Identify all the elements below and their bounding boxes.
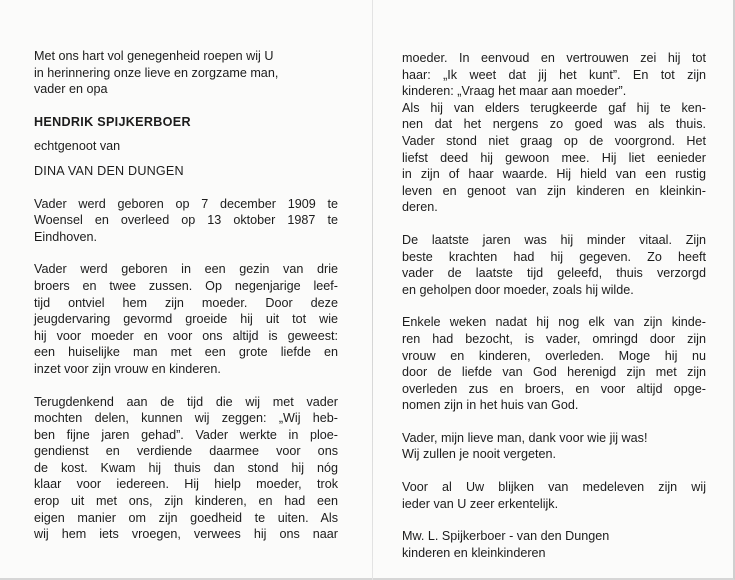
last-years-paragraph [402, 232, 706, 298]
text-line: haar: „Ik weet dat jij het kunt”. En tot zijn [402, 67, 706, 82]
text-line: wij hem iets vroegen, verwees hij ons naar [34, 527, 338, 542]
text-line: Vader stond niet graag op de voorgrond. Het [402, 133, 706, 148]
text-line: moeder. In eenvoud en vertrouwen zei hij tot [402, 51, 706, 65]
text-line: erop uit met ons, zijn kinderen, en had een [34, 494, 338, 509]
text-line: ieder van U zeer erkentelijk. [402, 496, 559, 511]
text-line: en geholpen door moeder, zoals hij wilde. [402, 282, 634, 297]
spouse-label: echtgenoot van [34, 139, 121, 154]
text-line: vader en opa [34, 82, 108, 97]
text-line: in herinnering onze lieve en zorgzame man, [34, 65, 279, 80]
text-line: Woensel en overleed op 13 oktober 1987 te [34, 213, 338, 228]
text-line: Wij zullen je nooit vergeten. [402, 447, 557, 462]
thanks-paragraph [402, 479, 706, 512]
right-page [402, 50, 706, 561]
text-line: De laatste jaren was hij minder vitaal. Zijn [402, 232, 706, 247]
family-paragraph [34, 261, 338, 377]
text-line: inzet voor zijn vrouw en kinderen. [34, 361, 221, 376]
text-line: tijd ontviel hem zijn moeder. Door deze [34, 295, 338, 310]
text-line: hij voor moeder en voor ons altijd is geweest: [34, 328, 338, 343]
text-line: Met ons hart vol genegenheid roepen wij U [34, 49, 274, 63]
text-line: gendienst en verdiende daarmee voor ons [34, 444, 338, 459]
text-line: mochten delen, kunnen wij zeggen: „Wij heb- [34, 411, 338, 426]
text-line: deren. [402, 200, 438, 215]
passing-paragraph [402, 314, 706, 414]
spouse-name: DINA VAN DEN DUNGEN [34, 163, 184, 178]
text-line: Voor al Uw blijken van medeleven zijn wij [402, 480, 706, 495]
text-line: beste krachten had hij gegeven. Zo heeft [402, 249, 706, 264]
text-line: Vader, mijn lieve man, dank voor wie jij was! [402, 430, 648, 445]
text-line: kinderen: „Vraag het maar aan moeder”. [402, 84, 627, 99]
text-line: vrouw en kinderen, overleden. Moge hij nu [402, 348, 706, 363]
left-page [34, 48, 338, 543]
text-line: Enkele weken nadat hij nog elk van zijn kinde- [402, 315, 706, 330]
signature [402, 528, 706, 561]
text-line: Vader werd geboren in een gezin van drie [34, 262, 338, 277]
opening-text [34, 48, 338, 98]
text-line: vader de laatste tijd geleefd, thuis verzorgd [402, 266, 706, 281]
text-line: jeugdervaring gevormd groeide hij uit tot wie [34, 312, 338, 327]
text-line: broers en twee zussen. Op negenjarige leef- [34, 278, 338, 293]
text-line: overleden zus en broers, en voor altijd opge- [402, 381, 706, 396]
text-line: Eindhoven. [34, 229, 98, 244]
text-line: ren had bezocht, is vader, omringd door zijn [402, 331, 706, 346]
text-line: eigen manier om zijn goedheid te uiten. Als [34, 510, 338, 525]
text-line: ben fijne jaren gehad”. Vader werkte in ploe- [34, 427, 338, 442]
memory-paragraph [34, 394, 338, 543]
text-line: leven en genoot van zijn kinderen en kleinkin- [402, 183, 706, 198]
birth-paragraph [34, 196, 338, 246]
text-line: Als hij van elders terugkeerde gaf hij te ken- [402, 100, 706, 115]
text-line: Terugdenkend aan de tijd die wij met vader [34, 394, 338, 409]
deceased-name: HENDRIK SPIJKERBOER [34, 114, 191, 129]
text-line: door de liefde van God herenigd zijn met zijn [402, 365, 706, 380]
text-line: de kost. Kwam hij thuis dan stond hij nóg [34, 460, 338, 475]
text-line: in zijn of haar waarde. Hij hield van een rustig [402, 167, 706, 182]
text-line: een huiselijke man met een grote liefde en [34, 345, 338, 360]
signature-line: kinderen en kleinkinderen [402, 545, 546, 560]
text-line: Vader werd geboren op 7 december 1909 te [34, 196, 338, 211]
text-line: liefst deed hij gewoon mee. Hij liet eenieder [402, 150, 706, 165]
text-line: nomen zijn in het huis van God. [402, 398, 579, 413]
text-line: klaar voor iedereen. Hij hielp moeder, trok [34, 477, 338, 492]
farewell-paragraph [402, 430, 706, 463]
text-line: nen dat het nergens zo goed was als thuis. [402, 117, 706, 132]
signature-line: Mw. L. Spijkerboer - van den Dungen [402, 529, 610, 544]
center-fold [372, 0, 373, 580]
continued-paragraph [402, 50, 706, 216]
